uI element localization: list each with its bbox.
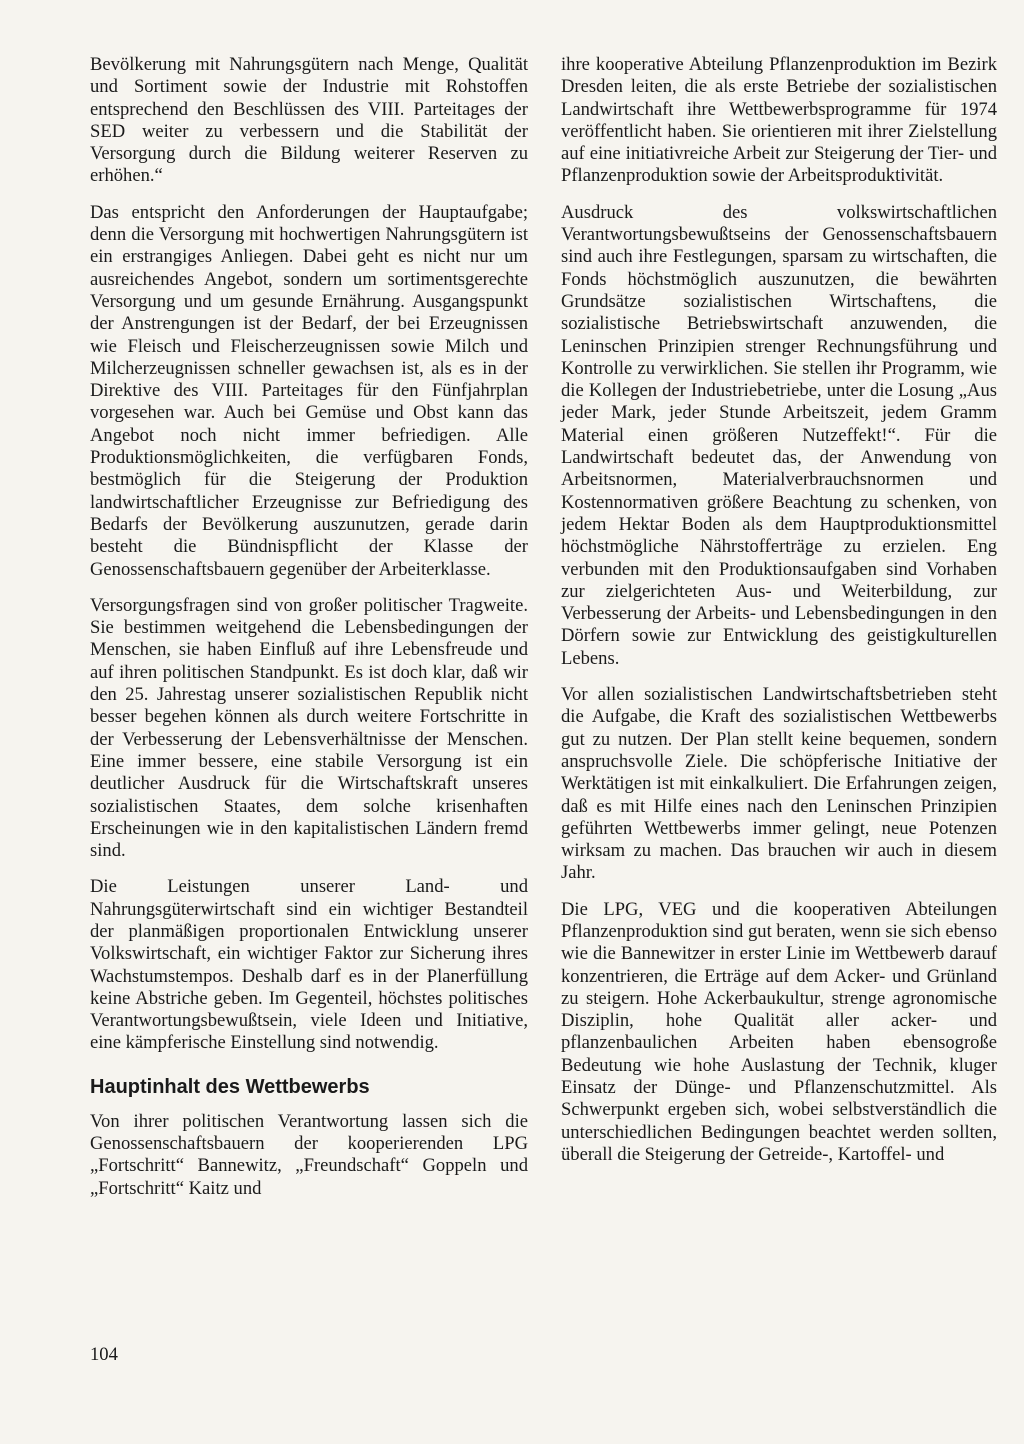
- paragraph: Bevölkerung mit Nahrungsgütern nach Menge, Qualität und Sortiment sowie der Industrie mit Rohstoffen entsprechend den Beschlüssen des VIII. Parteitages der SED weiter zu verbessern und die Stabilität der Versorgung durch die Bildung weiterer Reserven zu erhöhen.“: [90, 54, 528, 187]
- left-column: [90, 54, 528, 1214]
- paragraph: Das entspricht den Anforderungen der Hauptaufgabe; denn die Versorgung mit hochwertigen Nahrungsgütern ist ein erstrangiges Anliegen. Dabei geht es nicht nur um ausreichendes Angebot, sondern um sortimentsgerechte Versorgung und um gesunde Ernährung. Ausgangspunkt der Anstrengungen ist der Bedarf, der bei Erzeugnissen wie Fleisch und Fleischerzeugnissen sowie Milch und Milcherzeugnissen schneller gewachsen ist, als es in der Direktive des VIII. Parteitages für den Fünfjahrplan vorgesehen war. Auch bei Gemüse und Obst kann das Angebot noch nicht immer befriedigen. Alle Produktionsmöglichkeiten, die verfügbaren Fonds, bestmöglich für die Steigerung der Produktion landwirtschaftlicher Erzeugnisse zur Befriedigung des Bedarfs der Bevölkerung auszunutzen, gerade darin besteht die Bündnispflicht der Klasse der Genossenschaftsbauern gegenüber der Arbeiterklasse.: [90, 201, 528, 580]
- right-column: [561, 54, 997, 1180]
- paragraph: ihre kooperative Abteilung Pflanzenproduktion im Bezirk Dresden leiten, die als erste Betriebe der sozialistischen Landwirtschaft ihre Wettbewerbsprogramme für 1974 veröffentlicht haben. Sie orientieren mit ihrer Zielstellung auf eine initiativreiche Arbeit zur Steigerung der Tier- und Pflanzenproduktion sowie der Arbeitsproduktivität.: [561, 54, 997, 187]
- paragraph: Die Leistungen unserer Land- und Nahrungsgüterwirtschaft sind ein wichtiger Bestandteil der planmäßigen proportionalen Entwicklung unserer Volkswirtschaft, ein wichtiger Faktor zur Sicherung ihres Wachstumstempos. Deshalb darf es in der Planerfüllung keine Abstriche geben. Im Gegenteil, höchstes politisches Verantwortungsbewußtsein, viele Ideen und Initiative, eine kämpferische Einstellung sind notwendig.: [90, 876, 528, 1054]
- section-heading: Hauptinhalt des Wettbewerbs: [90, 1075, 370, 1098]
- paragraph: Vor allen sozialistischen Landwirtschaftsbetrieben steht die Aufgabe, die Kraft des sozialistischen Wettbewerbs gut zu nutzen. Der Plan stellt keine bequemen, sondern anspruchsvolle Ziele. Die schöpferische Initiative der Werktätigen ist mit einkalkuliert. Die Erfahrungen zeigen, daß es mit Hilfe eines nach den Leninschen Prinzipien geführten Wettbewerbs immer gelingt, neue Potenzen wirksam zu machen. Das brauchen wir auch in diesem Jahr.: [561, 684, 997, 884]
- paragraph: Die LPG, VEG und die kooperativen Abteilungen Pflanzenproduktion sind gut beraten, wenn sie sich ebenso wie die Bannewitzer in erster Linie im Wettbewerb darauf konzentrieren, die Erträge auf dem Acker- und Grünland zu steigern. Hohe Ackerbaukultur, strenge agronomische Disziplin, hohe Qualität aller acker- und pflanzenbaulichen Arbeiten haben ebensogroße Bedeutung wie hohe Auslastung der Technik, kluger Einsatz der Dünge- und Pflanzenschutzmittel. Als Schwerpunkt ergeben sich, wobei selbstverständlich die unterschiedlichen Bedingungen beachtet werden sollten, überall die Steigerung der Getreide-, Kartoffel- und: [561, 898, 997, 1165]
- paragraph: Von ihrer politischen Verantwortung lassen sich die Genossenschaftsbauern der kooperierenden LPG „Fortschritt“ Bannewitz, „Freundschaft“ Goppeln und „Fortschritt“ Kaitz und: [90, 1110, 528, 1199]
- page-number: 104: [90, 1344, 118, 1365]
- paragraph: Versorgungsfragen sind von großer politischer Tragweite. Sie bestimmen weitgehend die Lebensbedingungen der Menschen, sie haben Einfluß auf ihre Lebensfreude und auf ihren politischen Standpunkt. Es ist doch klar, daß wir den 25. Jahrestag unserer sozialistischen Republik nicht besser begehen können als durch weitere Fortschritte in der Verbesserung der Lebensverhältnisse der Menschen. Eine immer bessere, eine stabile Versorgung ist ein deutlicher Ausdruck für die Wirtschaftskraft unseres sozialistischen Staates, dem solche krisenhaften Erscheinungen wie in den kapitalistischen Ländern fremd sind.: [90, 594, 528, 862]
- paragraph: Ausdruck des volkswirtschaftlichen Verantwortungsbewußtseins der Genossenschaftsbauern sind auch ihre Festlegungen, sparsam zu wirtschaften, die Fonds höchstmöglich auszunutzen, die bewährten Grundsätze sozialistischen Wirtschaftens, die sozialistische Betriebswirtschaft anzuwenden, die Leninschen Prinzipien strenger Rechnungsführung und Kontrolle zu verwirklichen. Sie stellen ihr Programm, wie die Kollegen der Industriebetriebe, unter die Losung „Aus jeder Mark, jeder Stunde Arbeitszeit, jedem Gramm Material einen größeren Nutzeffekt!“. Für die Landwirtschaft bedeutet das, der Anwendung von Arbeitsnormen, Materialverbrauchsnormen und Kostennormativen größere Beachtung zu schenken, von jedem Hektar Boden als dem Hauptproduktionsmittel höchstmögliche Nährstofferträge zu erzielen. Eng verbunden mit den Produktionsaufgaben sind Vorhaben zur zielgerichteten Aus- und Weiterbildung, zur Verbesserung der Arbeits- und Lebensbedingungen in den Dörfern sowie zur Entwicklung des geistigkulturellen Lebens.: [561, 201, 997, 669]
